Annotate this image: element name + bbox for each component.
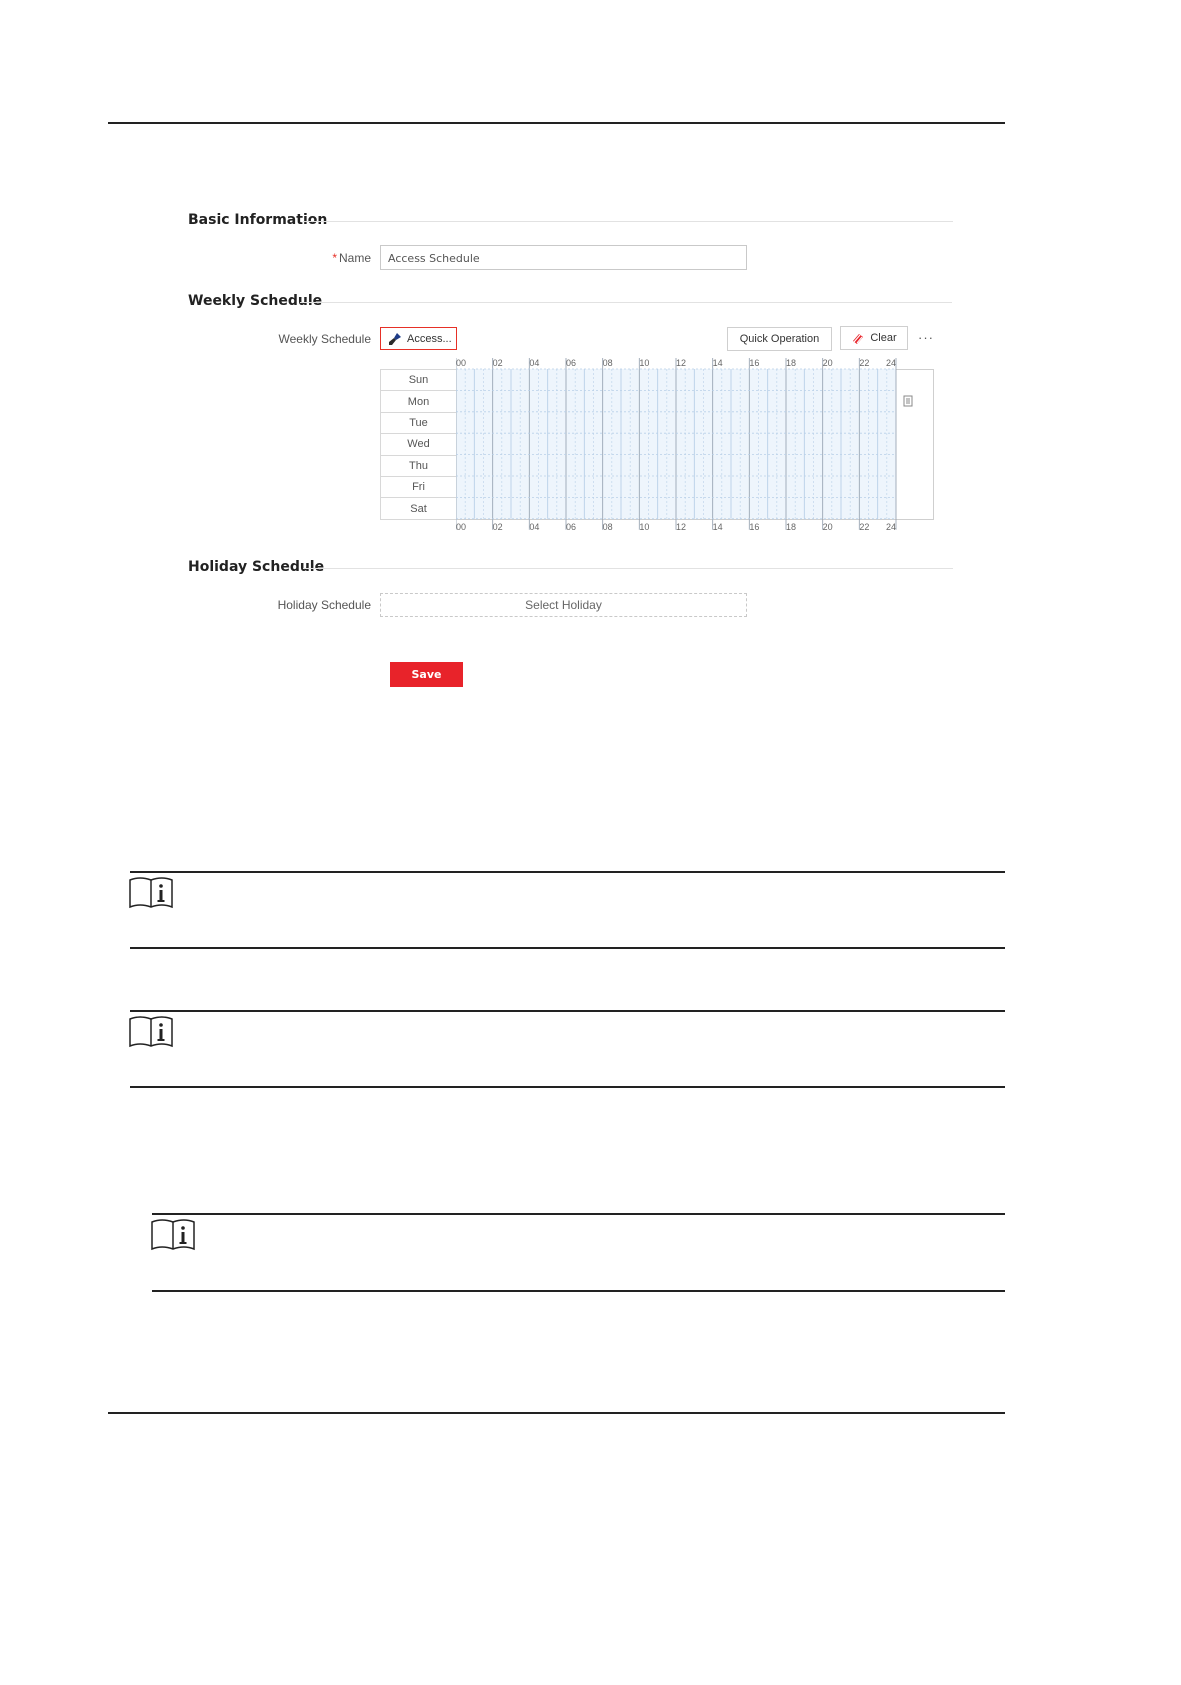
day-label-thu: Thu <box>380 455 457 477</box>
hour-tick-bottom-12: 12 <box>676 522 687 532</box>
hour-tick-bottom-02: 02 <box>492 522 503 532</box>
hour-tick-bottom-04: 04 <box>529 522 540 532</box>
hour-tick-bottom-20: 20 <box>822 522 833 532</box>
hour-tick-bottom-16: 16 <box>749 522 760 532</box>
hour-tick-top-24: 24 <box>886 358 897 368</box>
hour-tick-bottom-10: 10 <box>639 522 650 532</box>
name-label-wrap <box>231 251 371 265</box>
hour-tick-top-08: 08 <box>602 358 613 368</box>
hour-tick-top-16: 16 <box>749 358 760 368</box>
holiday-schedule-divider <box>303 568 953 569</box>
hour-tick-top-10: 10 <box>639 358 650 368</box>
note-3-top-rule <box>152 1213 1005 1215</box>
holiday-schedule-title: Holiday Schedule <box>188 559 325 575</box>
select-holiday-field[interactable]: Select Holiday <box>380 593 747 617</box>
basic-information-title: Basic Information <box>188 212 328 228</box>
note-2-top-rule <box>130 1010 1005 1012</box>
quick-operation-button[interactable]: Quick Operation <box>727 327 832 351</box>
hour-tick-top-02: 02 <box>492 358 503 368</box>
name-label: Name <box>338 251 371 265</box>
hour-tick-top-04: 04 <box>529 358 540 368</box>
hour-tick-bottom-14: 14 <box>712 522 723 532</box>
copy-icon[interactable] <box>903 395 914 407</box>
hour-tick-bottom-24: 24 <box>886 522 897 532</box>
day-label-fri: Fri <box>380 476 457 498</box>
note-3-bottom-rule <box>152 1290 1005 1292</box>
clear-button-label: Clear <box>870 332 897 344</box>
footer-rule <box>108 1412 1005 1414</box>
schedule-timeline-grid[interactable] <box>456 358 897 533</box>
weekly-schedule-divider <box>300 302 952 303</box>
hour-tick-top-18: 18 <box>786 358 797 368</box>
save-button[interactable]: Save <box>390 662 463 687</box>
day-label-sat: Sat <box>380 497 457 519</box>
weekly-schedule-title: Weekly Schedule <box>188 293 323 309</box>
hour-tick-bottom-08: 08 <box>602 522 613 532</box>
note-1-top-rule <box>130 871 1005 873</box>
access-brush-button[interactable] <box>380 327 457 350</box>
hour-tick-bottom-18: 18 <box>786 522 797 532</box>
header-rule <box>108 122 1005 124</box>
hour-tick-top-00: 00 <box>456 358 467 368</box>
hour-tick-bottom-22: 22 <box>859 522 870 532</box>
brush-icon <box>388 332 402 346</box>
more-options-button[interactable]: ··· <box>918 330 934 345</box>
note-2-bottom-rule <box>130 1086 1005 1088</box>
name-input[interactable]: Access Schedule <box>380 245 747 270</box>
hour-tick-bottom-06: 06 <box>566 522 577 532</box>
note-1-bottom-rule <box>130 947 1005 949</box>
hour-tick-top-12: 12 <box>676 358 687 368</box>
clear-button[interactable] <box>840 326 908 350</box>
access-button-label: Access... <box>407 332 452 345</box>
hour-tick-bottom-00: 00 <box>456 522 467 532</box>
day-label-mon: Mon <box>380 390 457 412</box>
holiday-schedule-label: Holiday Schedule <box>277 598 371 612</box>
required-mark: * <box>332 251 337 265</box>
day-label-sun: Sun <box>380 369 457 391</box>
basic-information-divider <box>303 221 953 222</box>
hour-tick-top-06: 06 <box>566 358 577 368</box>
day-label-wed: Wed <box>380 433 457 455</box>
info-note-icon <box>151 1218 195 1251</box>
hour-tick-top-22: 22 <box>859 358 870 368</box>
hour-tick-top-20: 20 <box>822 358 833 368</box>
info-note-icon <box>129 1015 173 1048</box>
eraser-icon <box>851 331 865 345</box>
info-note-icon <box>129 876 173 909</box>
weekly-schedule-label: Weekly Schedule <box>278 332 371 346</box>
day-label-tue: Tue <box>380 412 457 434</box>
hour-tick-top-14: 14 <box>712 358 723 368</box>
